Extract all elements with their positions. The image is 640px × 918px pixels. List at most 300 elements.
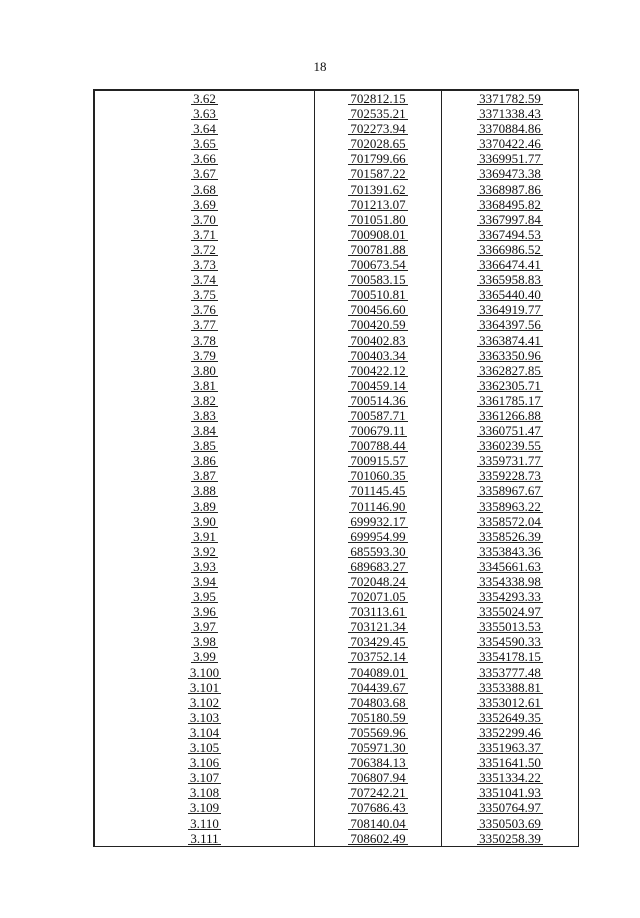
cell-text: 3.82 <box>193 392 216 408</box>
y-coordinate-cell <box>442 212 579 227</box>
table-row <box>95 348 579 363</box>
cell-text: 3368987.86 <box>479 181 541 197</box>
table-row <box>95 634 579 649</box>
table-row <box>95 559 579 574</box>
table-row <box>95 166 579 181</box>
cell-text: 3370884.86 <box>479 121 541 137</box>
cell-text: 3.100 <box>189 664 220 680</box>
x-coordinate-cell <box>315 227 442 242</box>
cell-text: 3.109 <box>189 800 220 816</box>
cell-text: 3.91 <box>193 528 216 544</box>
point-id-cell <box>95 725 315 740</box>
table-row <box>95 287 579 302</box>
y-coordinate-cell <box>442 317 579 332</box>
cell-text: 3.96 <box>193 604 216 620</box>
cell-text: 689683.27 <box>350 558 406 574</box>
x-coordinate-cell <box>315 740 442 755</box>
point-id-cell <box>95 453 315 468</box>
x-coordinate-cell <box>315 348 442 363</box>
point-id-cell <box>95 317 315 332</box>
table-row <box>95 197 579 212</box>
x-coordinate-cell <box>315 91 442 107</box>
cell-text: 700781.88 <box>350 241 406 257</box>
cell-text: 702028.65 <box>350 136 406 152</box>
y-coordinate-cell <box>442 151 579 166</box>
point-id-cell <box>95 559 315 574</box>
cell-text: 701587.22 <box>350 166 406 182</box>
cell-text: 3.73 <box>193 257 216 273</box>
cell-text: 700422.12 <box>350 362 406 378</box>
cell-text: 705180.59 <box>350 709 406 725</box>
cell-text: 3.111 <box>190 830 219 846</box>
cell-text: 3.63 <box>193 106 216 122</box>
y-coordinate-cell <box>442 529 579 544</box>
cell-text: 699954.99 <box>350 528 406 544</box>
table-row <box>95 665 579 680</box>
y-coordinate-cell <box>442 242 579 257</box>
point-id-cell <box>95 589 315 604</box>
coordinate-table <box>93 89 579 847</box>
cell-text: 3364397.56 <box>479 317 541 333</box>
y-coordinate-cell <box>442 483 579 498</box>
x-coordinate-cell <box>315 695 442 710</box>
cell-text: 3.71 <box>193 226 216 242</box>
table-row <box>95 438 579 453</box>
cell-text: 3.102 <box>189 694 220 710</box>
x-coordinate-cell <box>315 166 442 181</box>
cell-text: 3366474.41 <box>479 257 541 273</box>
cell-text: 3.87 <box>193 468 216 484</box>
y-coordinate-cell <box>442 755 579 770</box>
cell-text: 3354590.33 <box>479 634 541 650</box>
cell-text: 3.78 <box>193 332 216 348</box>
x-coordinate-cell <box>315 514 442 529</box>
y-coordinate-cell <box>442 106 579 121</box>
table-row <box>95 151 579 166</box>
table-row <box>95 816 579 831</box>
cell-text: 3.94 <box>193 574 216 589</box>
table-row <box>95 725 579 740</box>
cell-text: 3353777.48 <box>479 664 541 680</box>
x-coordinate-cell <box>315 197 442 212</box>
cell-text: 3362305.71 <box>479 377 541 393</box>
cell-text: 3.104 <box>189 724 220 740</box>
point-id-cell <box>95 831 315 846</box>
table-row <box>95 212 579 227</box>
table-row <box>95 604 579 619</box>
table-row <box>95 831 579 846</box>
cell-text: 3364919.77 <box>479 302 541 318</box>
y-coordinate-cell <box>442 831 579 846</box>
y-coordinate-cell <box>442 619 579 634</box>
cell-text: 3.81 <box>193 377 216 393</box>
cell-text: 3.89 <box>193 498 216 514</box>
table-row <box>95 770 579 785</box>
cell-text: 700459.14 <box>350 377 406 393</box>
cell-text: 708140.04 <box>350 815 406 831</box>
cell-text: 3.95 <box>193 589 216 605</box>
table-row <box>95 544 579 559</box>
x-coordinate-cell <box>315 559 442 574</box>
point-id-cell <box>95 604 315 619</box>
cell-text: 703113.61 <box>350 604 406 620</box>
x-coordinate-cell <box>315 800 442 815</box>
y-coordinate-cell <box>442 302 579 317</box>
cell-text: 3.101 <box>189 679 220 695</box>
table-row <box>95 619 579 634</box>
point-id-cell <box>95 695 315 710</box>
x-coordinate-cell <box>315 408 442 423</box>
point-id-cell <box>95 166 315 181</box>
point-id-cell <box>95 182 315 197</box>
cell-text: 700456.60 <box>350 302 406 318</box>
table-row <box>95 574 579 589</box>
cell-text: 3353012.61 <box>479 694 541 710</box>
cell-text: 3370422.46 <box>479 136 541 152</box>
cell-text: 708602.49 <box>350 830 406 846</box>
cell-text: 702071.05 <box>350 589 406 605</box>
cell-text: 3.98 <box>193 634 216 650</box>
cell-text: 3.97 <box>193 619 216 635</box>
cell-text: 700915.57 <box>350 453 406 469</box>
cell-text: 3351963.37 <box>479 740 541 756</box>
cell-text: 3363874.41 <box>479 332 541 348</box>
x-coordinate-cell <box>315 468 442 483</box>
cell-text: 700908.01 <box>350 226 406 242</box>
point-id-cell <box>95 468 315 483</box>
table-row <box>95 680 579 695</box>
y-coordinate-cell <box>442 272 579 287</box>
cell-text: 3.69 <box>193 196 216 212</box>
cell-text: 3350503.69 <box>479 815 541 831</box>
cell-text: 701146.90 <box>350 498 406 514</box>
cell-text: 3.86 <box>193 453 216 469</box>
cell-text: 3.105 <box>189 740 220 756</box>
cell-text: 3371782.59 <box>479 91 541 106</box>
y-coordinate-cell <box>442 544 579 559</box>
x-coordinate-cell <box>315 438 442 453</box>
cell-text: 3363350.96 <box>479 347 541 363</box>
x-coordinate-cell <box>315 453 442 468</box>
table-row <box>95 710 579 725</box>
cell-text: 703429.45 <box>350 634 406 650</box>
cell-text: 704803.68 <box>350 694 406 710</box>
cell-text: 3.68 <box>193 181 216 197</box>
cell-text: 3.92 <box>193 543 216 559</box>
cell-text: 702812.15 <box>350 91 406 106</box>
cell-text: 3.85 <box>193 438 216 454</box>
page-number: 18 <box>313 59 327 74</box>
cell-text: 3369951.77 <box>479 151 541 167</box>
x-coordinate-cell <box>315 544 442 559</box>
cell-text: 3.72 <box>193 241 216 257</box>
cell-text: 700514.36 <box>350 392 406 408</box>
point-id-cell <box>95 574 315 589</box>
cell-text: 700420.59 <box>350 317 406 333</box>
table-row <box>95 242 579 257</box>
table-row <box>95 317 579 332</box>
y-coordinate-cell <box>442 499 579 514</box>
cell-text: 3.107 <box>189 770 220 786</box>
point-id-cell <box>95 755 315 770</box>
cell-text: 3352299.46 <box>479 724 541 740</box>
table-row <box>95 91 579 107</box>
x-coordinate-cell <box>315 302 442 317</box>
cell-text: 700402.83 <box>350 332 406 348</box>
cell-text: 3.74 <box>193 272 216 288</box>
table-row <box>95 363 579 378</box>
x-coordinate-cell <box>315 151 442 166</box>
cell-text: 3367997.84 <box>479 211 541 227</box>
cell-text: 700583.15 <box>350 272 406 288</box>
table-row <box>95 529 579 544</box>
point-id-cell <box>95 785 315 800</box>
table-row <box>95 333 579 348</box>
table-row <box>95 121 579 136</box>
x-coordinate-cell <box>315 619 442 634</box>
y-coordinate-cell <box>442 574 579 589</box>
cell-text: 3.79 <box>193 347 216 363</box>
cell-text: 702535.21 <box>350 106 406 122</box>
cell-text: 701060.35 <box>350 468 406 484</box>
table-row <box>95 468 579 483</box>
x-coordinate-cell <box>315 816 442 831</box>
cell-text: 3359731.77 <box>479 453 541 469</box>
table-row <box>95 785 579 800</box>
table-row <box>95 589 579 604</box>
cell-text: 3.106 <box>189 755 220 771</box>
point-id-cell <box>95 770 315 785</box>
cell-text: 3.110 <box>190 815 219 831</box>
y-coordinate-cell <box>442 559 579 574</box>
table-row <box>95 182 579 197</box>
cell-text: 707242.21 <box>350 785 406 801</box>
table-row <box>95 755 579 770</box>
cell-text: 700788.44 <box>350 438 406 454</box>
x-coordinate-cell <box>315 604 442 619</box>
cell-text: 3350764.97 <box>479 800 541 816</box>
point-id-cell <box>95 393 315 408</box>
point-id-cell <box>95 816 315 831</box>
cell-text: 3.66 <box>193 151 216 167</box>
x-coordinate-cell <box>315 499 442 514</box>
point-id-cell <box>95 136 315 151</box>
cell-text: 3367494.53 <box>479 226 541 242</box>
table-row <box>95 800 579 815</box>
point-id-cell <box>95 302 315 317</box>
point-id-cell <box>95 634 315 649</box>
cell-text: 3361785.17 <box>479 392 541 408</box>
x-coordinate-cell <box>315 589 442 604</box>
table-row <box>95 227 579 242</box>
cell-text: 705971.30 <box>350 740 406 756</box>
x-coordinate-cell <box>315 423 442 438</box>
y-coordinate-cell <box>442 514 579 529</box>
cell-text: 3.77 <box>193 317 216 333</box>
y-coordinate-cell <box>442 589 579 604</box>
point-id-cell <box>95 257 315 272</box>
point-id-cell <box>95 272 315 287</box>
x-coordinate-cell <box>315 710 442 725</box>
cell-text: 700673.54 <box>350 257 406 273</box>
cell-text: 705569.96 <box>350 724 406 740</box>
y-coordinate-cell <box>442 710 579 725</box>
y-coordinate-cell <box>442 665 579 680</box>
point-id-cell <box>95 438 315 453</box>
table-body <box>95 91 579 846</box>
y-coordinate-cell <box>442 438 579 453</box>
table-row <box>95 272 579 287</box>
x-coordinate-cell <box>315 634 442 649</box>
cell-text: 3.80 <box>193 362 216 378</box>
cell-text: 702273.94 <box>350 121 406 137</box>
x-coordinate-cell <box>315 136 442 151</box>
cell-text: 3351041.93 <box>479 785 541 801</box>
y-coordinate-cell <box>442 695 579 710</box>
x-coordinate-cell <box>315 242 442 257</box>
cell-text: 3371338.43 <box>479 106 541 122</box>
cell-text: 3359228.73 <box>479 468 541 484</box>
point-id-cell <box>95 740 315 755</box>
cell-text: 3365958.83 <box>479 272 541 288</box>
cell-text: 3353843.36 <box>479 543 541 559</box>
x-coordinate-cell <box>315 212 442 227</box>
cell-text: 3360751.47 <box>479 423 541 439</box>
table-row <box>95 378 579 393</box>
y-coordinate-cell <box>442 197 579 212</box>
cell-text: 701051.80 <box>350 211 406 227</box>
cell-text: 3.70 <box>193 211 216 227</box>
cell-text: 3.88 <box>193 483 216 499</box>
cell-text: 3362827.85 <box>479 362 541 378</box>
cell-text: 3358572.04 <box>479 513 541 529</box>
cell-text: 3.76 <box>193 302 216 318</box>
table-row <box>95 483 579 498</box>
y-coordinate-cell <box>442 227 579 242</box>
table-row <box>95 257 579 272</box>
cell-text: 700510.81 <box>350 287 406 303</box>
x-coordinate-cell <box>315 483 442 498</box>
cell-text: 3.103 <box>189 709 220 725</box>
table-row <box>95 453 579 468</box>
cell-text: 700679.11 <box>350 423 406 439</box>
cell-text: 3.65 <box>193 136 216 152</box>
cell-text: 3.93 <box>193 558 216 574</box>
y-coordinate-cell <box>442 348 579 363</box>
table-row <box>95 136 579 151</box>
point-id-cell <box>95 242 315 257</box>
y-coordinate-cell <box>442 800 579 815</box>
cell-text: 3354338.98 <box>479 574 541 589</box>
cell-text: 3355013.53 <box>479 619 541 635</box>
cell-text: 704089.01 <box>350 664 406 680</box>
cell-text: 3.75 <box>193 287 216 303</box>
y-coordinate-cell <box>442 257 579 272</box>
y-coordinate-cell <box>442 423 579 438</box>
point-id-cell <box>95 197 315 212</box>
cell-text: 3368495.82 <box>479 196 541 212</box>
point-id-cell <box>95 544 315 559</box>
y-coordinate-cell <box>442 725 579 740</box>
point-id-cell <box>95 665 315 680</box>
x-coordinate-cell <box>315 272 442 287</box>
cell-text: 3366986.52 <box>479 241 541 257</box>
x-coordinate-cell <box>315 393 442 408</box>
x-coordinate-cell <box>315 529 442 544</box>
cell-text: 3.64 <box>193 121 216 137</box>
y-coordinate-cell <box>442 91 579 107</box>
x-coordinate-cell <box>315 333 442 348</box>
table-row <box>95 393 579 408</box>
cell-text: 3.67 <box>193 166 216 182</box>
point-id-cell <box>95 151 315 166</box>
x-coordinate-cell <box>315 770 442 785</box>
cell-text: 3354178.15 <box>479 649 541 665</box>
table-row <box>95 514 579 529</box>
x-coordinate-cell <box>315 665 442 680</box>
cell-text: 3.99 <box>193 649 216 665</box>
cell-text: 3358967.67 <box>479 483 541 499</box>
cell-text: 3.62 <box>193 91 216 106</box>
y-coordinate-cell <box>442 453 579 468</box>
y-coordinate-cell <box>442 393 579 408</box>
x-coordinate-cell <box>315 287 442 302</box>
cell-text: 700403.34 <box>350 347 406 363</box>
point-id-cell <box>95 680 315 695</box>
y-coordinate-cell <box>442 680 579 695</box>
x-coordinate-cell <box>315 755 442 770</box>
y-coordinate-cell <box>442 121 579 136</box>
cell-text: 703752.14 <box>350 649 406 665</box>
point-id-cell <box>95 227 315 242</box>
point-id-cell <box>95 106 315 121</box>
x-coordinate-cell <box>315 363 442 378</box>
cell-text: 685593.30 <box>350 543 406 559</box>
table-row <box>95 499 579 514</box>
y-coordinate-cell <box>442 468 579 483</box>
cell-text: 3354293.33 <box>479 589 541 605</box>
point-id-cell <box>95 378 315 393</box>
x-coordinate-cell <box>315 785 442 800</box>
y-coordinate-cell <box>442 649 579 664</box>
cell-text: 3358526.39 <box>479 528 541 544</box>
x-coordinate-cell <box>315 574 442 589</box>
cell-text: 3361266.88 <box>479 407 541 423</box>
point-id-cell <box>95 423 315 438</box>
y-coordinate-cell <box>442 287 579 302</box>
point-id-cell <box>95 483 315 498</box>
point-id-cell <box>95 499 315 514</box>
cell-text: 3.84 <box>193 423 216 439</box>
y-coordinate-cell <box>442 166 579 181</box>
cell-text: 3345661.63 <box>479 558 541 574</box>
cell-text: 707686.43 <box>350 800 406 816</box>
table-row <box>95 302 579 317</box>
point-id-cell <box>95 212 315 227</box>
point-id-cell <box>95 121 315 136</box>
table-row <box>95 408 579 423</box>
table-row <box>95 106 579 121</box>
cell-text: 703121.34 <box>350 619 406 635</box>
cell-text: 704439.67 <box>350 679 406 695</box>
point-id-cell <box>95 514 315 529</box>
y-coordinate-cell <box>442 363 579 378</box>
cell-text: 3352649.35 <box>479 709 541 725</box>
point-id-cell <box>95 287 315 302</box>
y-coordinate-cell <box>442 770 579 785</box>
y-coordinate-cell <box>442 333 579 348</box>
x-coordinate-cell <box>315 680 442 695</box>
